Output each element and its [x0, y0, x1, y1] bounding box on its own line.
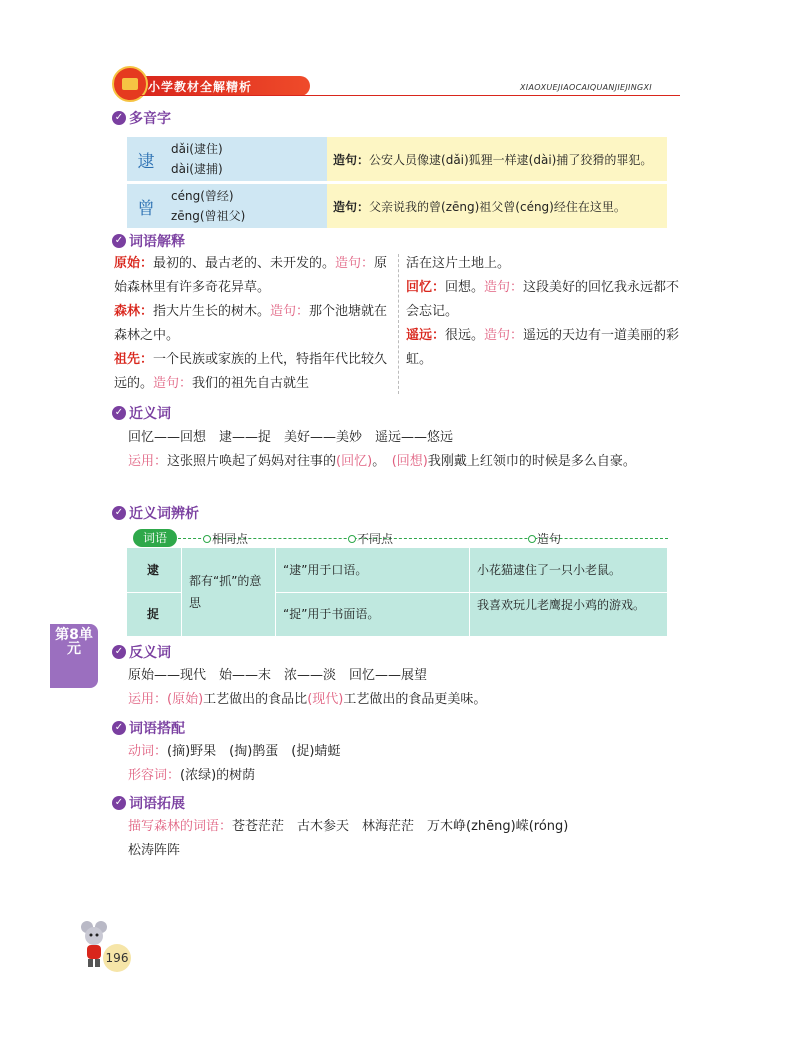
analysis-word-header: 词语 [133, 529, 177, 547]
explain-item: 原始：最初的、最古老的、未开发的。造句：原始森林里有许多奇花异草。 [114, 256, 388, 295]
antonym-usage: 运用：(原始)工艺做出的食品比(现代)工艺做出的食品更美味。 [128, 692, 487, 707]
explain-item: 遥远：很远。造句：遥远的天边有一道美丽的彩虹。 [406, 328, 680, 367]
synonym-usage: 运用：这张照片唤起了妈妈对往事的(回忆)。 (回想)我刚戴上红领巾的时候是多么自豪。 [128, 454, 636, 469]
section-expand: ✓ 词语拓展 [112, 793, 185, 813]
header-rule [140, 95, 680, 96]
antonym-pairs: 原始——现代 始——末 浓——淡 回忆——展望 [128, 668, 428, 683]
section-polyphone: ✓ 多音字 [112, 108, 171, 128]
table-divider [275, 592, 667, 593]
section-synonyms: ✓ 近义词 [112, 403, 171, 423]
collocation-adj: 形容词：(浓绿)的树荫 [128, 768, 256, 783]
explain-item: 祖先：一个民族或家族的上代，特指年代比较久远的。造句：我们的祖先自古就生 [114, 352, 388, 391]
analysis-diff-header: 不同点 [357, 532, 394, 546]
explain-left [114, 252, 392, 396]
unit-side-tab: 第8单元 [50, 624, 98, 688]
analysis-word: 逮 [147, 563, 160, 577]
page-number: 196 [103, 944, 131, 972]
section-collocation: ✓ 词语搭配 [112, 718, 185, 738]
book-logo-icon [112, 66, 148, 102]
reading-cell: dǎi(逮住) dài(逮捕) [165, 137, 327, 181]
analysis-same-header: 相同点 [212, 532, 249, 546]
explain-item: 回忆：回想。造句：这段美好的回忆我永远都不会忘记。 [406, 280, 680, 319]
explain-item: 森林：指大片生长的树木。造句：那个池塘就在森林之中。 [114, 304, 388, 343]
analysis-example: 小花猫逮住了一只小老鼠。 [477, 563, 622, 577]
check-icon: ✓ [112, 506, 126, 520]
analysis-diff: “捉”用于书面语。 [283, 607, 380, 621]
expand-line: 松涛阵阵 [128, 843, 181, 858]
table-row [127, 184, 667, 228]
example-cell: 造句：父亲说我的曾(zēng)祖父曾(céng)经住在这里。 [327, 184, 667, 228]
expand-line: 描写森林的词语：苍苍茫茫 古木参天 林海茫茫 万木峥(zhēng)嵘(róng) [128, 819, 569, 834]
analysis-header-line [178, 538, 668, 539]
section-synonym-analysis: ✓ 近义词辨析 [112, 503, 199, 523]
synonym-pairs: 回忆——回想 逮——捉 美好——美妙 遥远——悠远 [128, 430, 454, 445]
table-row [127, 137, 667, 181]
header-dot [203, 535, 211, 543]
polyphone-table [127, 134, 667, 231]
explain-right [406, 252, 684, 372]
analysis-example-header: 造句 [537, 532, 562, 546]
column-divider [398, 254, 399, 394]
table-divider [181, 548, 182, 636]
reading-cell: céng(曾经) zēng(曾祖父) [165, 184, 327, 228]
check-icon: ✓ [112, 234, 126, 248]
analysis-diff: “逮”用于口语。 [283, 563, 368, 577]
char-cell: 逮 [127, 137, 165, 181]
section-explain: ✓ 词语解释 [112, 231, 185, 251]
check-icon: ✓ [112, 406, 126, 420]
check-icon: ✓ [112, 645, 126, 659]
header-dot [528, 535, 536, 543]
analysis-word: 捉 [147, 607, 160, 621]
check-icon: ✓ [112, 111, 126, 125]
analysis-same: 都有“抓”的意思 [189, 574, 262, 610]
check-icon: ✓ [112, 721, 126, 735]
analysis-example: 我喜欢玩儿老鹰捉小鸡的游戏。 [477, 598, 646, 612]
check-icon: ✓ [112, 796, 126, 810]
section-antonyms: ✓ 反义词 [112, 642, 171, 662]
table-divider [127, 592, 181, 593]
header-pinyin: XIAOXUEJIAOCAIQUANJIEJINGXI [520, 83, 652, 92]
collocation-verb: 动词：(摘)野果 (掏)鹊蛋 (捉)蜻蜓 [128, 744, 341, 759]
header-dot [348, 535, 356, 543]
header-title: 小学教材全解精析 [148, 80, 253, 94]
explain-item: 活在这片土地上。 [406, 256, 511, 271]
analysis-table [127, 548, 667, 636]
example-cell: 造句：公安人员像逮(dǎi)狐狸一样逮(dài)捕了狡猾的罪犯。 [327, 137, 667, 181]
char-cell: 曾 [127, 184, 165, 228]
